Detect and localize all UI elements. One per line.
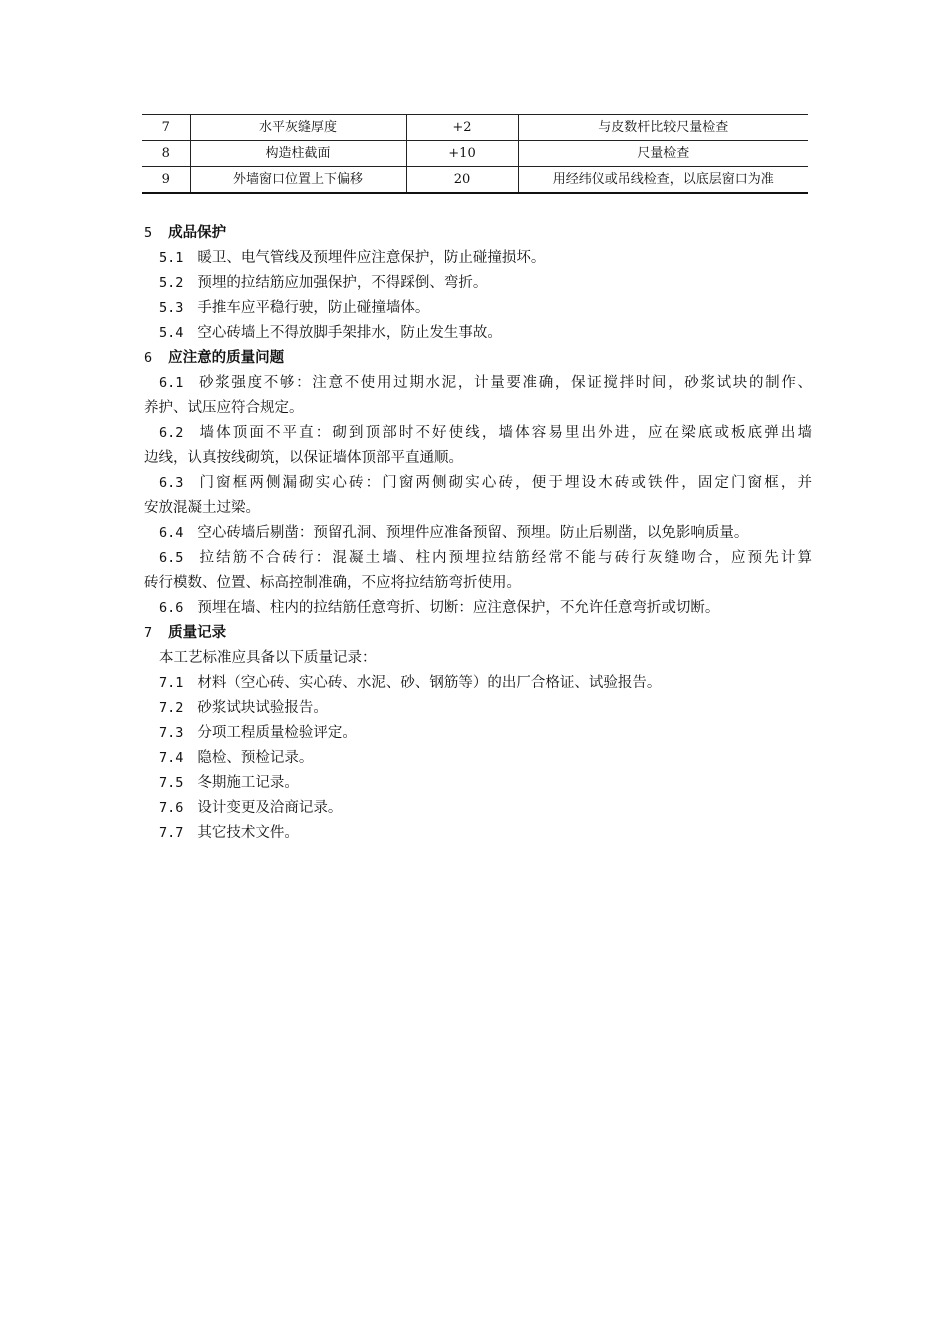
item-number: 5.2 <box>159 275 184 291</box>
check-method: 用经纬仪或吊线检查，以底层窗口为准 <box>518 167 808 194</box>
paragraph-line: 养护、试压应符合规定。 <box>144 400 304 416</box>
row-number: 9 <box>142 167 190 194</box>
item-number: 7.2 <box>159 700 184 716</box>
item-number: 5.1 <box>159 250 184 266</box>
item-text: 空心砖墙后剔凿：预留孔洞、预埋件应准备预留、预埋。防止后剔凿，以免影响质量。 <box>197 525 749 541</box>
item-number: 6.5 <box>159 550 184 566</box>
item-number: 6.1 <box>159 375 184 391</box>
list-item <box>144 246 812 271</box>
list-item <box>144 796 812 821</box>
section-heading <box>144 221 812 246</box>
paragraph-line: 砖行模数、位置、标高控制准确，不应将拉结筋弯折使用。 <box>144 575 521 591</box>
item-number: 5.4 <box>159 325 184 341</box>
check-item: 水平灰缝厚度 <box>190 115 406 141</box>
paragraph-line <box>144 596 812 621</box>
section-heading <box>144 346 812 371</box>
section-heading <box>144 621 812 646</box>
section-title: 应注意的质量问题 <box>168 350 285 366</box>
row-number: 7 <box>142 115 190 141</box>
section-number: 6 <box>144 350 153 366</box>
paragraph-line: 安放混凝土过梁。 <box>144 500 260 516</box>
list-item <box>144 671 812 696</box>
item-number: 7.4 <box>159 750 184 766</box>
section-number: 7 <box>144 625 153 641</box>
item-text: 设计变更及洽商记录。 <box>197 800 343 816</box>
list-item <box>144 746 812 771</box>
list-item <box>144 721 812 746</box>
item-number: 6.3 <box>159 475 184 491</box>
item-text: 冬期施工记录。 <box>197 775 299 791</box>
check-method: 尺量检查 <box>518 141 808 167</box>
list-item <box>144 321 812 346</box>
section-title: 质量记录 <box>168 625 227 641</box>
item-number: 7.7 <box>159 825 184 841</box>
item-text: 预埋的拉结筋应加强保护，不得踩倒、弯折。 <box>197 275 488 291</box>
item-text: 墙体顶面不平直：砌到顶部时不好使线，墙体容易里出外进，应在梁底或板底弹出墙 <box>197 425 812 441</box>
tolerance-value: +2 <box>406 115 518 141</box>
check-item: 外墙窗口位置上下偏移 <box>190 167 406 194</box>
row-number: 8 <box>142 141 190 167</box>
item-text: 空心砖墙上不得放脚手架排水，防止发生事故。 <box>197 325 502 341</box>
list-item <box>144 821 812 846</box>
item-text: 暖卫、电气管线及预埋件应注意保护，防止碰撞损坏。 <box>197 250 546 266</box>
list-item <box>144 271 812 296</box>
item-text: 材料（空心砖、实心砖、水泥、砂、钢筋等）的出厂合格证、试验报告。 <box>197 675 662 691</box>
item-number: 7.6 <box>159 800 184 816</box>
paragraph-line <box>144 521 812 546</box>
paragraph-line <box>144 421 812 446</box>
item-text: 门窗框两侧漏砌实心砖：门窗两侧砌实心砖，便于埋设木砖或铁件，固定门窗框，并 <box>197 475 812 491</box>
item-number: 5.3 <box>159 300 184 316</box>
section-number: 5 <box>144 225 153 241</box>
paragraph-line <box>144 471 812 496</box>
tolerance-value: 20 <box>406 167 518 194</box>
item-text: 砂浆强度不够：注意不使用过期水泥，计量要准确，保证搅拌时间，砂浆试块的制作、 <box>197 375 812 391</box>
item-text: 其它技术文件。 <box>197 825 299 841</box>
item-number: 6.4 <box>159 525 184 541</box>
paragraph-line: 边线，认真按线砌筑，以保证墙体顶部平直通顺。 <box>144 450 463 466</box>
list-item <box>144 696 812 721</box>
item-number: 7.1 <box>159 675 184 691</box>
check-method: 与皮数杆比较尺量检查 <box>518 115 808 141</box>
paragraph-line <box>144 371 812 396</box>
item-number: 6.2 <box>159 425 184 441</box>
paragraph-line <box>144 546 812 571</box>
check-item: 构造柱截面 <box>190 141 406 167</box>
list-item <box>144 296 812 321</box>
section-intro: 本工艺标准应具备以下质量记录： <box>159 650 377 666</box>
table-row <box>142 167 808 194</box>
item-text: 预埋在墙、柱内的拉结筋任意弯折、切断：应注意保护，不允许任意弯折或切断。 <box>197 600 720 616</box>
document-body <box>144 221 812 846</box>
table-row <box>142 141 808 167</box>
item-text: 手推车应平稳行驶，防止碰撞墙体。 <box>197 300 430 316</box>
table-row <box>142 115 808 141</box>
list-item <box>144 771 812 796</box>
item-number: 7.5 <box>159 775 184 791</box>
tolerance-table <box>142 114 808 194</box>
section-title: 成品保护 <box>168 225 227 241</box>
item-text: 砂浆试块试验报告。 <box>197 700 328 716</box>
item-number: 6.6 <box>159 600 184 616</box>
item-text: 拉结筋不合砖行：混凝土墙、柱内预埋拉结筋经常不能与砖行灰缝吻合，应预先计算 <box>197 550 812 566</box>
item-text: 隐检、预检记录。 <box>197 750 314 766</box>
item-text: 分项工程质量检验评定。 <box>197 725 357 741</box>
item-number: 7.3 <box>159 725 184 741</box>
tolerance-value: +10 <box>406 141 518 167</box>
